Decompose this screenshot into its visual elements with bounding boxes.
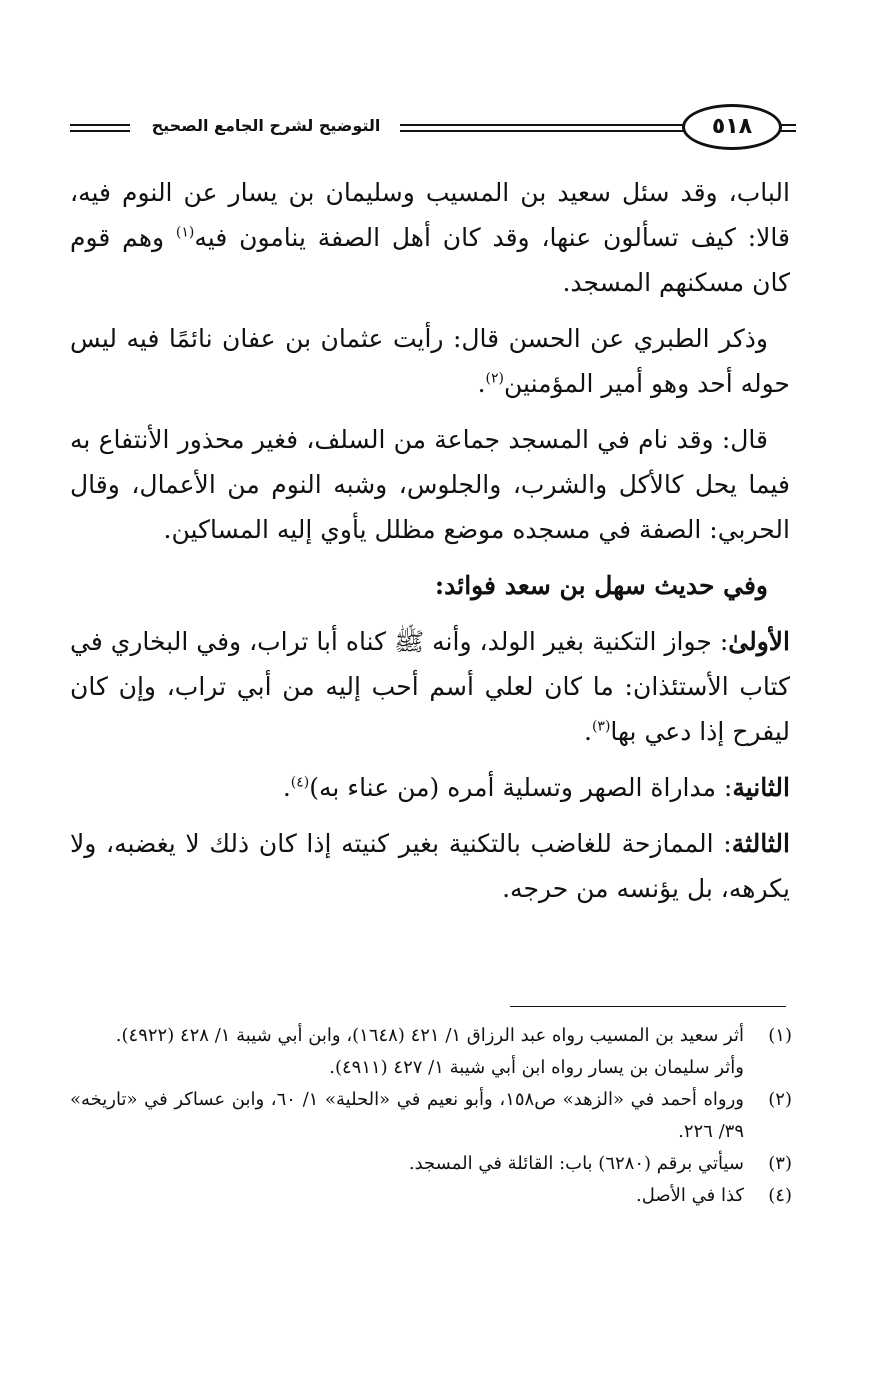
- paragraph-5-text: : جواز التكنية بغير الولد، وأنه ﷺ كناه أبا تراب، وفي البخاري في كتاب الأستئذان: ما كان لعلي أسم أحب إليه من أبي تراب، وإن كان ليفرح إذا دعي بها: [70, 627, 790, 746]
- footnotes: [70, 1020, 792, 1212]
- point-label-first: الأولىٰ: [728, 627, 790, 656]
- point-label-second: الثانية: [732, 773, 790, 802]
- footnote-ref-2: (٢): [485, 370, 504, 387]
- footnote-ref-3: (٣): [591, 718, 611, 735]
- paragraph-4-text: وفي حديث سهل بن سعد فوائد:: [434, 571, 768, 600]
- paragraph-1-line-2b: وهم قوم: [70, 223, 176, 252]
- footnote-text: سيأتي برقم (٦٢٨٠) باب: القائلة في المسجد.: [408, 1153, 744, 1174]
- footnote-number: (٣): [768, 1153, 792, 1174]
- paragraph-2-end: .: [477, 369, 486, 398]
- footnote-ref-1: (١): [175, 224, 195, 241]
- paragraph-7-text: : الممازحة للغاضب بالتكنية بغير كنيته إذا كان ذلك لا يغضبه، ولا يكرهه، بل يؤنسه من حرجه.: [70, 829, 790, 903]
- header-rule-middle: [400, 124, 722, 132]
- paragraph-6-text: : مداراة الصهر وتسلية أمره (من عناء به): [309, 773, 733, 802]
- paragraph-1-line-1: الباب، وقد سئل سعيد بن المسيب وسليمان بن يسار عن النوم فيه،: [70, 178, 790, 207]
- point-label-third: الثالثة: [731, 829, 790, 858]
- footnote-separator: [510, 1006, 786, 1007]
- footnote-4: [70, 1180, 792, 1212]
- page-number: ٥١٨: [682, 104, 782, 150]
- paragraph-6-end: .: [282, 773, 291, 802]
- paragraph-3: [70, 417, 790, 552]
- footnote-number: (٤): [768, 1185, 792, 1206]
- paragraph-2: [70, 316, 790, 406]
- running-header: [70, 100, 796, 156]
- main-text: [70, 170, 790, 922]
- running-title: التوضيح لشرح الجامع الصحيح: [151, 116, 381, 135]
- footnote-text: أثر سعيد بن المسيب رواه عبد الرزاق ١/ ٤٢١ (١٦٤٨)، وابن أبي شيبة ١/ ٤٢٨ (٤٩٢٢).: [115, 1025, 744, 1046]
- footnote-text: ورواه أحمد في «الزهد» ص١٥٨، وأبو نعيم في «الحلية» ١/ ٦٠، وابن عساكر في «تاريخه» ٣٩/ ٢٢٦.: [70, 1089, 744, 1142]
- footnote-2: [70, 1084, 792, 1148]
- footnote-number: (١): [768, 1025, 792, 1046]
- footnote-number: (٢): [768, 1089, 792, 1110]
- paragraph-1-line-3: كان مسكنهم المسجد.: [562, 268, 790, 297]
- footnote-ref-4: (٤): [290, 774, 310, 791]
- footnote-1: [70, 1020, 792, 1052]
- paragraph-1-line-2a: قالا: كيف تسألون عنها، وقد كان أهل الصفة ينامون فيه: [194, 223, 790, 252]
- paragraph-2-text: وذكر الطبري عن الحسن قال: رأيت عثمان بن عفان نائمًا فيه ليس حوله أحد وهو أمير المؤمنين: [70, 324, 790, 398]
- paragraph-6: [70, 765, 790, 810]
- paragraph-4: [70, 563, 790, 608]
- paragraph-7: [70, 821, 790, 911]
- footnote-text: كذا في الأصل.: [636, 1185, 744, 1206]
- paragraph-3-text: قال: وقد نام في المسجد جماعة من السلف، فغير محذور الأنتفاع به فيما يحل كالأكل والشرب، والجلوس، وشبه النوم من الأعمال، وقال الحربي: الصفة في مسجده موضع مظلل يأوي إليه المساكين.: [70, 425, 790, 544]
- paragraph-1: [70, 170, 790, 305]
- footnote-1-continuation: وأثر سليمان بن يسار رواه ابن أبي شيبة ١/ ٤٢٧ (٤٩١١).: [329, 1057, 744, 1078]
- paragraph-5: [70, 619, 790, 754]
- header-rule-left: [70, 124, 130, 132]
- paragraph-5-end: .: [583, 717, 592, 746]
- footnote-3: [70, 1148, 792, 1180]
